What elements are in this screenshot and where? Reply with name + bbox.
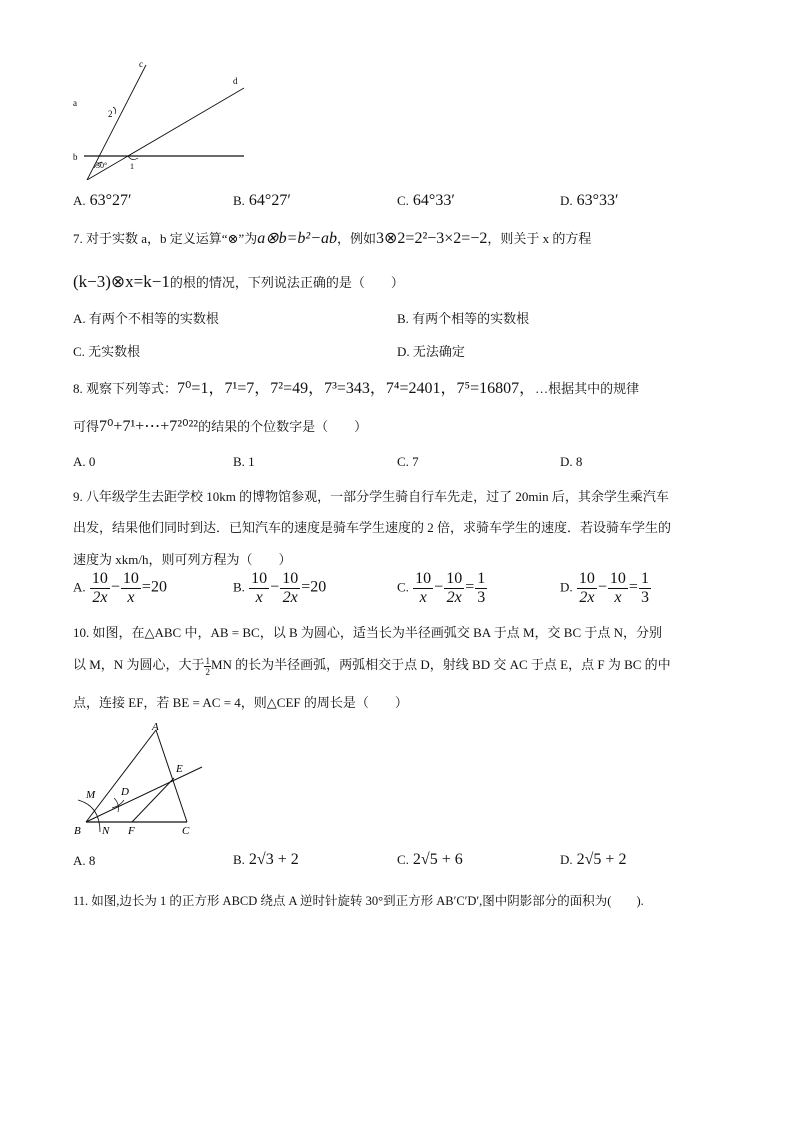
- option-letter: A.: [73, 853, 86, 868]
- denominator: 3: [477, 589, 486, 606]
- label-angle-2: 2: [108, 109, 113, 119]
- q9-option-a[interactable]: A. $\frac{10}{2x}$ − $\frac{10}{x}$ =20: [73, 570, 167, 606]
- q8-stem-line1: [73, 375, 639, 398]
- denominator: 2: [205, 666, 210, 677]
- denominator: 2x: [446, 589, 462, 606]
- option-text: 2√5 + 2: [576, 851, 627, 868]
- option-letter: C.: [73, 344, 85, 359]
- q8-text: 的结果的个位数字是（ ）: [198, 419, 368, 434]
- label-D: D: [121, 786, 129, 798]
- option-text: 0: [88, 454, 96, 469]
- q10-stem-line1: 10. 如图，在△ABC 中，AB = BC，以 B 为圆心，适当长为半径画弧交 BA 于点 M，交 BC 于点 N，分别: [73, 625, 663, 640]
- q7-stem-line1: [73, 228, 591, 248]
- option-letter: D.: [560, 193, 573, 208]
- option-letter: B.: [233, 579, 245, 595]
- q7-text: 的根的情况，下列说法正确的是（ ）: [169, 275, 404, 290]
- option-text: 2√3 + 2: [248, 851, 299, 868]
- option-letter: D.: [560, 852, 573, 867]
- q8-option-c[interactable]: [397, 454, 419, 470]
- numerator: 10: [251, 570, 268, 587]
- option-letter: B.: [233, 454, 245, 469]
- option-text: 7: [412, 454, 419, 469]
- denominator: 2x: [579, 589, 595, 606]
- label-angle-30: 30°: [96, 161, 108, 170]
- denominator: x: [419, 589, 427, 606]
- q8-equalities: 7⁰=1，7¹=7，7²=49，7³=343，7⁴=2401，7⁵=16807，: [177, 380, 536, 397]
- q7-text: ，则关于 x 的方程: [487, 231, 592, 246]
- option-text: 1: [248, 454, 255, 469]
- q8-sum-formula: 7⁰+7¹+⋯+7²⁰²²: [99, 418, 199, 435]
- option-text: 8: [575, 454, 583, 469]
- q8-option-b[interactable]: [233, 454, 255, 470]
- label-d: d: [233, 76, 238, 86]
- q10-option-a[interactable]: [73, 853, 95, 869]
- q6-option-a[interactable]: [73, 192, 132, 210]
- option-letter: C.: [397, 579, 409, 595]
- q10-stem-line2: [73, 654, 671, 677]
- option-letter: D.: [560, 579, 573, 595]
- q8-option-d[interactable]: [560, 454, 582, 470]
- option-letter: A.: [73, 454, 86, 469]
- option-text: 63°27′: [89, 192, 132, 209]
- numerator: 10: [609, 570, 626, 587]
- q10-option-c[interactable]: [397, 851, 463, 869]
- q10-stem-line3: 点，连接 EF，若 BE = AC = 4，则△CEF 的周长是（ ）: [73, 695, 408, 710]
- q6-angle-figure: [60, 50, 260, 180]
- q9-option-d[interactable]: D. $\frac{10}{2x}$ − $\frac{10}{x}$ = $\frac{1}{3}$: [560, 570, 649, 606]
- q8-text: 8. 观察下列等式：: [73, 381, 178, 396]
- q8-text: …根据其中的规律: [535, 381, 640, 396]
- numerator: 1: [640, 570, 649, 587]
- option-letter: C.: [397, 852, 409, 867]
- label-a: a: [73, 98, 77, 108]
- option-text: 无法确定: [412, 344, 465, 359]
- label-angle-1: 1: [130, 162, 134, 171]
- option-text: 无实数根: [88, 344, 141, 359]
- q7-option-a[interactable]: [73, 308, 219, 327]
- label-E: E: [176, 763, 183, 775]
- option-letter: D.: [397, 344, 410, 359]
- rhs: 20: [150, 578, 167, 596]
- option-letter: D.: [560, 454, 573, 469]
- option-text: 有两个相等的实数根: [412, 311, 530, 326]
- option-letter: C.: [397, 193, 409, 208]
- q7-example-formula: 3⊗2=2²−3×2=−2: [376, 230, 488, 247]
- numerator: 10: [415, 570, 432, 587]
- q7-stem-line2: [73, 272, 404, 292]
- option-letter: B.: [233, 852, 245, 867]
- q10-triangle-figure: [70, 718, 220, 838]
- q6-option-b[interactable]: [233, 192, 291, 210]
- q8-option-a[interactable]: [73, 454, 95, 470]
- option-text: 63°33′: [576, 192, 619, 209]
- option-letter: A.: [73, 193, 86, 208]
- denominator: x: [127, 589, 135, 606]
- q9-stem-line2: 出发，结果他们同时到达．已知汽车的速度是骑车学生速度的 2 倍，求骑车学生的速度．若设骑车学生的: [73, 520, 672, 535]
- denominator: 2x: [282, 589, 298, 606]
- numerator: 1: [477, 570, 486, 587]
- label-N: N: [102, 825, 110, 837]
- q7-text: ，例如: [337, 231, 377, 246]
- q7-text: 7. 对于实数 a，b 定义运算“⊗”为: [73, 231, 258, 246]
- q9-stem-line1: 9. 八年级学生去距学校 10km 的博物馆参观，一部分学生骑自行车先走，过了 20min 后，其余学生乘汽车: [73, 489, 669, 504]
- option-text: 有两个不相等的实数根: [88, 311, 219, 326]
- option-letter: B.: [233, 193, 245, 208]
- numerator: 10: [578, 570, 595, 587]
- option-letter: A.: [73, 311, 86, 326]
- denominator: x: [255, 589, 263, 606]
- denominator: 2x: [92, 589, 108, 606]
- label-F: F: [128, 825, 135, 837]
- q11-stem-line1: 11. 如图,边长为 1 的正方形 ABCD 绕点 A 逆时针旋转 30°到正方形 AB′C′D′,图中阴影部分的面积为( ).: [73, 894, 644, 908]
- denominator: x: [614, 589, 622, 606]
- q7-option-c[interactable]: [73, 341, 140, 360]
- q6-option-c[interactable]: [397, 192, 455, 210]
- q6-option-d[interactable]: [560, 192, 619, 210]
- rhs: 20: [310, 578, 327, 596]
- q8-text: 可得: [73, 419, 100, 434]
- q10-option-d[interactable]: [560, 851, 626, 869]
- label-b: b: [73, 152, 78, 162]
- q9-option-b[interactable]: B. $\frac{10}{x}$ − $\frac{10}{2x}$ =20: [233, 570, 327, 606]
- q7-option-d[interactable]: [397, 341, 465, 360]
- q9-option-c[interactable]: C. $\frac{10}{x}$ − $\frac{10}{2x}$ = $\frac{1}{3}$: [397, 570, 486, 606]
- numerator: 10: [282, 570, 299, 587]
- label-M: M: [86, 789, 96, 801]
- label-A: A: [152, 721, 159, 733]
- label-c: c: [139, 59, 143, 69]
- q10-option-b[interactable]: [233, 851, 299, 869]
- q10-text: MN 的长为半径画弧，两弧相交于点 D，射线 BD 交 AC 于点 E，点 F 为 BC 的中: [210, 657, 671, 672]
- option-text: 64°27′: [248, 192, 291, 209]
- q10-text: 以 M，N 为圆心，大于: [73, 657, 205, 672]
- label-C: C: [182, 825, 190, 837]
- q7-equation: (k−3)⊗x=k−1: [73, 272, 170, 291]
- q9-stem-line3: 速度为 xkm/h，则可列方程为（ ）: [73, 552, 292, 567]
- numerator: 10: [122, 570, 139, 587]
- numerator: 10: [91, 570, 108, 587]
- option-letter: A.: [73, 579, 86, 595]
- q8-stem-line2: [73, 416, 367, 436]
- label-B: B: [74, 825, 81, 837]
- option-text: 8: [88, 853, 96, 868]
- q7-definition-formula: a⊗b=b²−ab: [257, 230, 337, 247]
- option-text: 64°33′: [412, 192, 455, 209]
- option-letter: B.: [397, 311, 409, 326]
- q7-option-b[interactable]: [397, 308, 529, 327]
- numerator: 10: [446, 570, 463, 587]
- numerator: 1: [205, 655, 210, 666]
- option-text: 2√5 + 6: [412, 851, 463, 868]
- option-letter: C.: [397, 454, 409, 469]
- denominator: 3: [640, 589, 649, 606]
